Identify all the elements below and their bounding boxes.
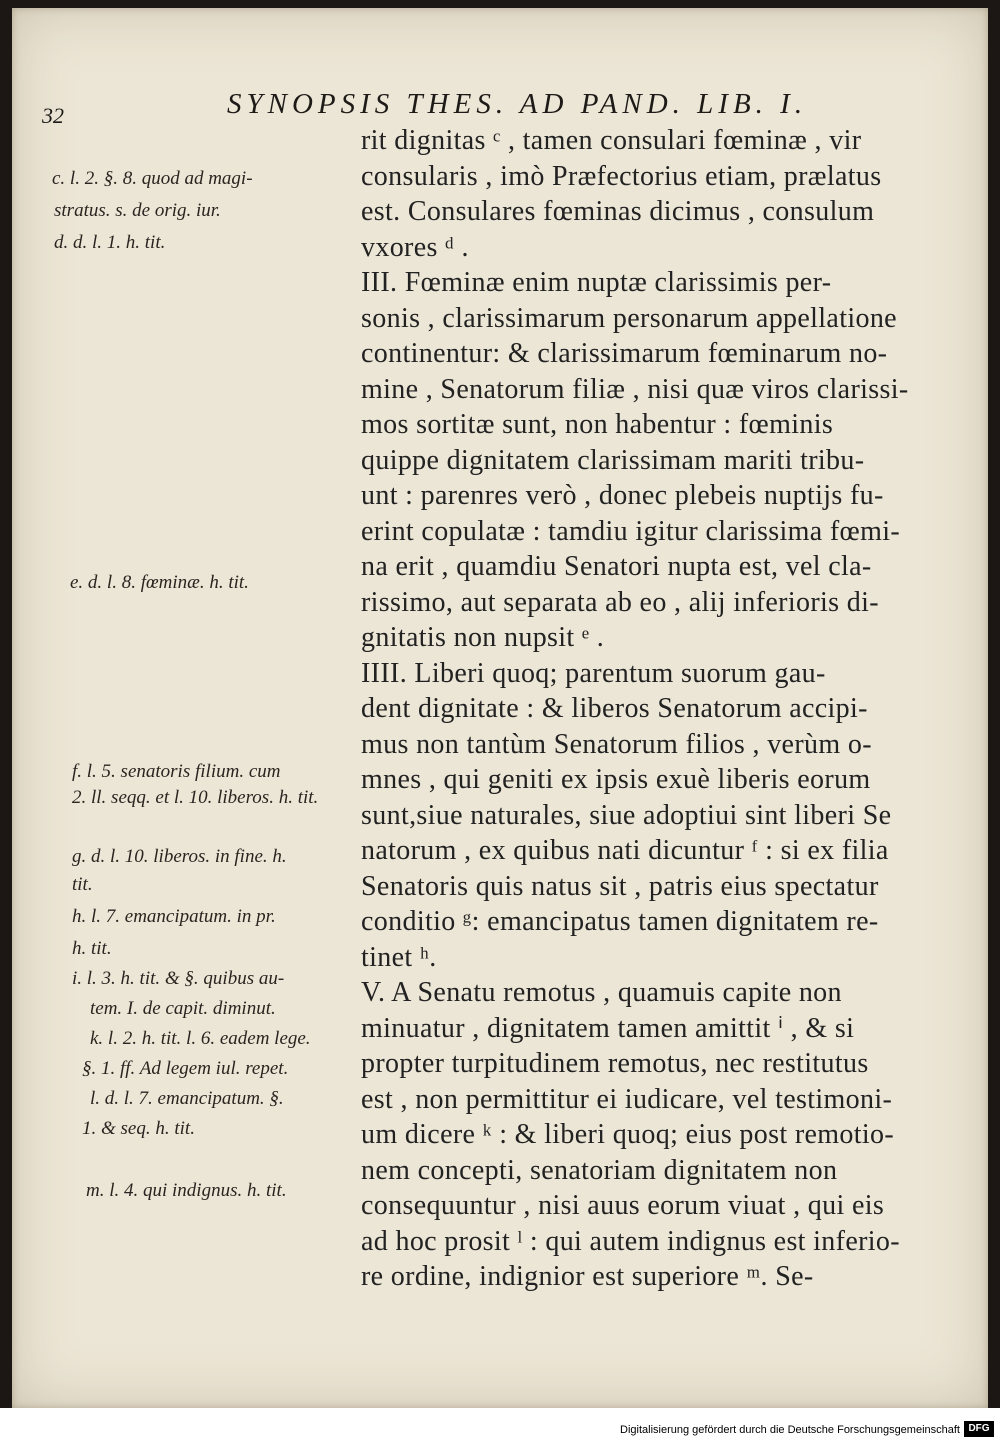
- marginal-note: 1. & seq. h. tit.: [82, 1118, 195, 1139]
- text-line: continentur: & clarissimarum fœminarum no-: [361, 338, 888, 369]
- text-line: consequuntur , nisi auus eorum viuat , qui eis: [361, 1190, 885, 1221]
- text-line: est. Consulares fœminas dicimus , consulum: [361, 196, 875, 227]
- text-line: nem concepti, senatoriam dignitatem non: [361, 1154, 838, 1186]
- page-number: 32: [42, 103, 64, 128]
- marginal-note: h. tit.: [72, 938, 112, 959]
- marginal-note: tem. I. de capit. diminut.: [90, 998, 276, 1019]
- text-line: ad hoc prosit ˡ : qui autem indignus est inferio-: [361, 1225, 900, 1257]
- text-line: erint copulatæ : tamdiu igitur clarissima fœmi-: [361, 515, 901, 547]
- text-line: propter turpitudinem remotus, nec restitutus: [361, 1048, 869, 1079]
- marginal-note: stratus. s. de orig. iur.: [54, 200, 221, 221]
- text-line: conditio ᵍ: emancipatus tamen dignitatem re-: [361, 906, 879, 937]
- text-line: gnitatis non nupsit ᵉ .: [361, 622, 605, 653]
- marginal-note: h. l. 7. emancipatum. in pr.: [72, 906, 276, 927]
- marginal-note: 2. ll. seqq. et l. 10. liberos. h. tit.: [72, 787, 319, 808]
- text-line: sonis , clarissimarum personarum appellatione: [361, 302, 897, 334]
- text-line: tinet ʰ.: [361, 941, 437, 973]
- text-line: IIII. Liberi quoq; parentum suorum gau-: [361, 657, 826, 689]
- text-line: Senatoris quis natus sit , patris eius spectatur: [361, 870, 879, 902]
- text-line: quippe dignitatem clarissimam mariti tribu-: [361, 444, 865, 476]
- marginal-note: i. l. 3. h. tit. & §. quibus au-: [72, 968, 285, 989]
- marginal-note: l. d. l. 7. emancipatum. §.: [90, 1088, 284, 1109]
- book-page: [12, 8, 988, 1408]
- text-line: minuatur , dignitatem tamen amittit ⁱ , & si: [361, 1012, 855, 1044]
- marginal-note: m. l. 4. qui indignus. h. tit.: [86, 1180, 287, 1201]
- marginal-note: c. l. 2. §. 8. quod ad magi-: [52, 168, 253, 189]
- footer-credit: Digitalisierung gefördert durch die Deutsche Forschungsgemeinschaft: [620, 1424, 960, 1436]
- text-line: unt : parenres verò , donec plebeis nuptijs fu-: [361, 480, 884, 511]
- text-line: vxores ᵈ .: [361, 231, 469, 263]
- marginal-note: g. d. l. 10. liberos. in fine. h.: [72, 846, 287, 867]
- text-line: III. Fœminæ enim nuptæ clarissimis per-: [361, 267, 832, 298]
- text-line: sunt,siue naturales, siue adoptiui sint liberi Se: [361, 799, 892, 831]
- marginal-note: §. 1. ff. Ad legem iul. repet.: [82, 1058, 289, 1079]
- text-line: mus non tantùm Senatorum filios , verùm o-: [361, 728, 872, 760]
- text-line: natorum , ex quibus nati dicuntur ᶠ : si ex filia: [361, 835, 889, 866]
- text-line: consularis , imò Præfectorius etiam, prælatus: [361, 160, 882, 192]
- text-line: rit dignitas ᶜ , tamen consulari fœminæ , vir: [361, 125, 862, 156]
- dfg-logo-icon: DFG: [964, 1421, 994, 1437]
- text-line: re ordine, indignior est superiore ᵐ. Se-: [361, 1261, 814, 1292]
- running-title: SYNOPSIS THES. AD PAND. LIB. I.: [227, 88, 808, 120]
- marginal-note: k. l. 2. h. tit. l. 6. eadem lege.: [90, 1028, 311, 1049]
- text-line: est , non permittitur ei iudicare, vel testimoni-: [361, 1083, 893, 1115]
- text-line: na erit , quamdiu Senatori nupta est, vel cla-: [361, 551, 872, 582]
- marginal-note: f. l. 5. senatoris filium. cum: [72, 761, 281, 782]
- text-line: V. A Senatu remotus , quamuis capite non: [361, 977, 842, 1008]
- marginal-note: tit.: [72, 874, 93, 895]
- text-line: dent dignitate : & liberos Senatorum accipi-: [361, 693, 868, 724]
- text-line: um dicere ᵏ : & liberi quoq; eius post remotio-: [361, 1119, 895, 1150]
- text-line: mnes , qui geniti ex ipsis exuè liberis eorum: [361, 764, 871, 795]
- marginal-note: e. d. l. 8. fœminæ. h. tit.: [70, 572, 249, 593]
- text-line: rissimo, aut separata ab eo , alij inferioris di-: [361, 586, 879, 618]
- marginal-note: d. d. l. 1. h. tit.: [54, 232, 166, 253]
- text-line: mos sortitæ sunt, non habentur : fœminis: [361, 409, 834, 440]
- text-line: mine , Senatorum filiæ , nisi quæ viros clarissi-: [361, 373, 909, 405]
- digitization-footer: [0, 1408, 1000, 1449]
